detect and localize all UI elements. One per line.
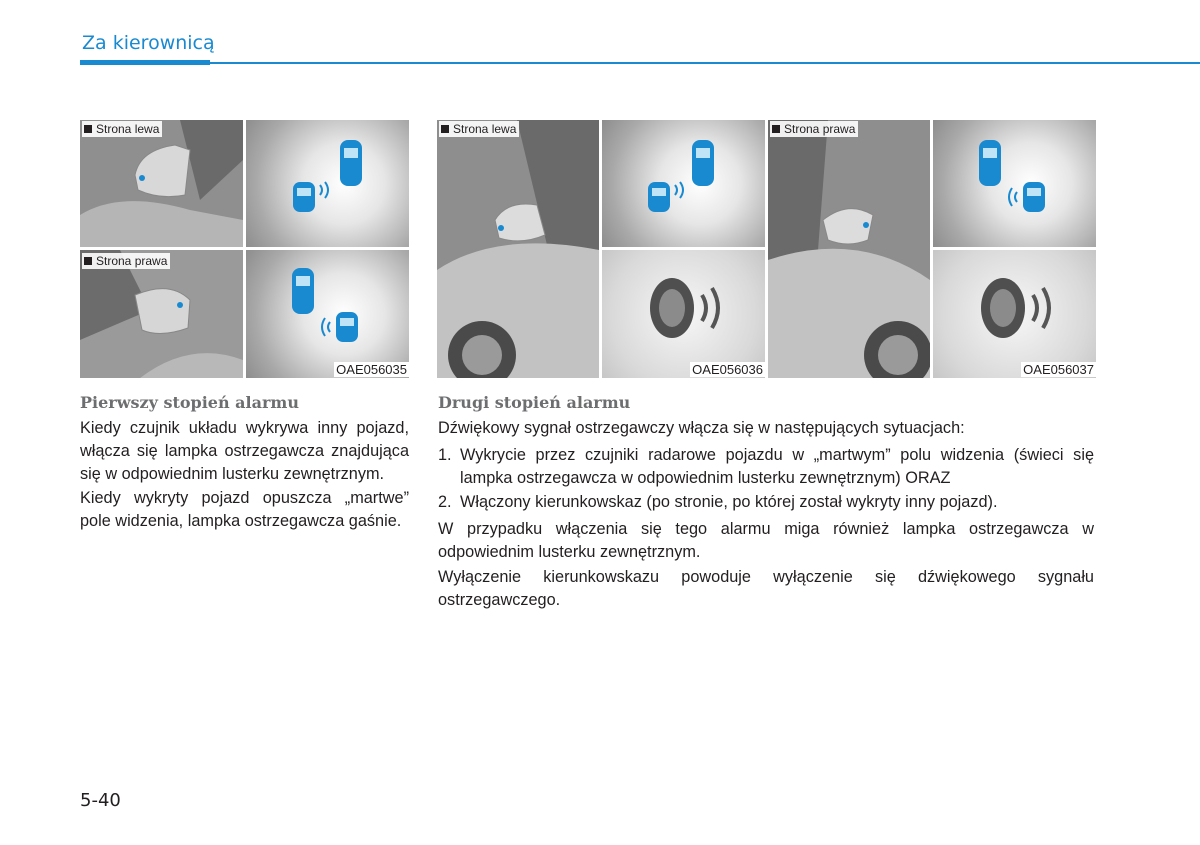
label-right-side: [770, 121, 858, 137]
radar-left-image: [246, 120, 409, 247]
label-bullet: [84, 125, 92, 133]
list-item: [438, 444, 1094, 490]
label-bullet: [772, 125, 780, 133]
figure-code: OAE056037: [1023, 362, 1094, 377]
list-number: 2.: [438, 493, 452, 511]
figure-second-stage-left: [437, 120, 765, 378]
heading-first-stage: Pierwszy stopień alarmu: [80, 393, 299, 412]
label-left-side: [439, 121, 519, 137]
list-item: [438, 491, 1094, 514]
radar-image: [602, 120, 765, 247]
label-left-text: Strona lewa: [96, 122, 160, 136]
label-bullet: [441, 125, 449, 133]
page-number: 5-40: [80, 790, 121, 811]
label-text: Strona lewa: [453, 122, 517, 136]
mirror-left-image: [80, 120, 243, 247]
list-text: Włączony kierunkowskaz (po stronie, po której został wykryty inny pojazd).: [460, 493, 998, 511]
label-right-text: Strona prawa: [96, 254, 168, 268]
paragraph: Wyłączenie kierunkowskazu powoduje wyłączenie się dźwiękowego sygnału ostrzegawczego.: [438, 568, 1094, 609]
speaker-image: [933, 250, 1096, 378]
heading-second-stage: Drugi stopień alarmu: [438, 393, 631, 412]
figure-code: OAE056036: [692, 362, 763, 377]
label-bullet: [84, 257, 92, 265]
list-text: Wykrycie przez czujniki radarowe pojazdu w „martwym” polu widzenia (świeci się lampka ostrzegawcza w odpowiednim lusterku zewnętrznym) ORAZ: [460, 446, 1094, 487]
mirror-right-image: [80, 250, 243, 378]
list-number: 1.: [438, 446, 452, 464]
label-right-side: [82, 253, 170, 269]
paragraph: W przypadku włączenia się tego alarmu miga również lampka ostrzegawcza w odpowiednim lusterku zewnętrznym.: [438, 520, 1094, 561]
paragraph: Kiedy wykryty pojazd opuszcza „martwe” pole widzenia, lampka ostrzegawcza gaśnie.: [80, 489, 409, 530]
figure-second-stage-right: [768, 120, 1096, 378]
header-rule: [80, 62, 1200, 64]
section-title: Za kierownicą: [82, 32, 215, 54]
figure-code: OAE056035: [336, 362, 407, 377]
car-right-image: [768, 120, 930, 378]
figure-first-stage: [80, 120, 409, 378]
label-text: Strona prawa: [784, 122, 856, 136]
radar-image: [933, 120, 1096, 247]
speaker-image: [602, 250, 765, 378]
paragraph: Kiedy czujnik układu wykrywa inny pojazd, włącza się lampka ostrzegawcza znajdująca się w odpowiednim lusterku zewnętrznym.: [80, 419, 409, 483]
header-rule-accent: [80, 60, 210, 65]
intro-paragraph: Dźwiękowy sygnał ostrzegawczy włącza się w następujących sytuacjach:: [438, 419, 965, 437]
label-left-side: [82, 121, 162, 137]
car-left-image: [437, 120, 599, 378]
radar-right-image: [246, 250, 409, 378]
